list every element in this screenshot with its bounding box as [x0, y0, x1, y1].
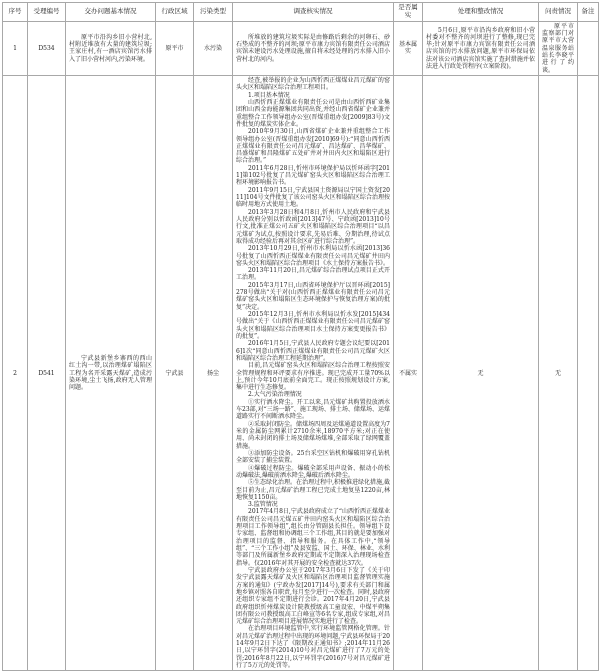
problem-text: 原平市沿沟乡旧小营村北,村附近堆放有大量的建筑垃圾;王家庄村,有一酒店宾馆污水排入了旧小营村河内,污染环境。	[69, 33, 152, 63]
table-row	[3, 21, 599, 75]
accountability-text: 原平市监察部门对原平市大营温泉服务站站长李晓平进行了约谈。	[542, 22, 574, 74]
column-header-region: 行政区域	[156, 3, 194, 22]
inspection-table	[2, 2, 599, 671]
cell-id: D541	[28, 76, 66, 671]
cell-id: D534	[28, 21, 66, 75]
cell-verified: 基本属实	[394, 21, 423, 75]
column-header-handling: 处理和整改情况	[423, 3, 539, 22]
cell-seq: 1	[3, 21, 28, 75]
cell-accountability: 无	[539, 76, 578, 671]
column-header-seq: 序号	[3, 3, 28, 22]
cell-investigation: 经查,被举报的企业为山西忻西正煤煤业昌元煤矿的窑头火区和塌陷区综合治理工程项目。 1.项目基本情况 山西忻西正煤煤业有限责任公司是由山西忻西矿业集团和山西金海能源集团共同出资,并经山西省煤矿企业兼并重组整合工作领导组办公室(晋煤重组办发[2009]83号)文件批复的煤炭实体企业。 2010年9月30日,山西省煤矿企业兼并重组整合工作领导组办公室(晋煤重组办发[2010]69号):“同意山西忻西正煤煤业有限责任公司昌元煤矿、昌达煤矿、昌华煤矿、昌盛煤矿和昌隆煤矿五处矿井对井田内火区和塌陷区进行综合治理。” 2011年6月28日,忻州市环境保护局以忻环函字[2011]第102号批复了昌元煤矿窑头火区和塌陷区综合治理工程环境影响报告书。 2011年9月15日,宁武县国土资源局以宁国土资发[2011]104号文件批复了该公司窑头火区和塌陷区综合治理按临时用地方式使用土地。 2013年3月28日和4月8日,忻州市人民政府和宁武县人民政府分别以忻政函[2013]47号、宁政函[2013]10号行文,批准正煤公司五矿火区和塌陷区综合治理项目“以昌元煤矿为试点,按照设计要求,先易后难、分期治理,待试点取得成功经验后再对其余区矿进行综合治理”。 2013年10月29日,忻州市水利局以忻水函[2013]36号批复了山西忻西正煤煤业有限责任公司昌元煤矿井田内窑头火区和塌陷区综合治理项目《水土保持方案报告书》。 2013年11月20日,昌元煤矿综合治理试点项目正式开工治理。 2015年3月17日,山西省环境保护厅以晋环函[2015]278号做出“关于对(山西忻西正煤煤业有限责任公司昌元煤矿窑头火区和塌陷区生态环境保护与恢复治理方案)的批复”决定。 2015年12月3日,忻州市水利局以忻水发[2015]434号做出“关于《山西忻西正煤煤业有限责任公司昌元煤矿窑头火区和塌陷区综合治理项目水土保持方案变更报告书》的批复”。 2016年1月5日,宁武县人民政府专题会议纪要以[2016]1次“同意山西忻西正煤煤业有限责任公司昌元煤矿火区和塌陷区综合治理工程延期治理”。 目前,昌元煤矿窑头火区和塌陷区综合治理工程按照安全管理规程和环评要求有序推进。现已完成开工量70%以上,预计今年10月底前全面完工。现正按照规划设计方案,集中进行生态修复。 2.大气污染治理情况 ①实行洒水降尘。开工以来,昌元煤矿共购置投放洒水车23部,对“三场一路”、施工现场、排土场、储煤场、运煤道路实行不间断洒水降尘。 ②采取封闭防尘。储煤场四周及运煤通道设置高度为7米的金属防尘网累计2710余米,18970平方米;对正在使用、尚未封闭的排土场及储煤场煤堆,全部采取了绿网覆盖措施。 ③添加防尘设备。25台采空区钻机和爆破用穿孔钻机全部安装了捕尘装置。 ④爆破过程防尘。爆破全部采用声设备、振动小的松动爆破法,爆破前洒水降尘,爆破后洒水降尘。 ⑤生态绿化治理。在治理过程中,积极推进绿化措施,截至目前为止,昌元煤矿治理工程已完成土地复垦1220亩,林地恢复1150亩。 3.监管情况 2017年4月8日,宁武县政府成立了“山西忻西正煤煤业有限责任公司昌元煤五矿井田内窑头火区和塌陷区综合治理项目工作领导组”,组长由分管副县长担任。领导组下设专家组、监督组和协调组三个工作组,其目的就是要加强对治理项目的监督、指导和服务。在具体工作中,“领导组”、“三个工作小组”及县安监、国土、环保、林业、水利等部门及所属新堡乡政府定期或不定期深入治理现场检查指导。仅2016年对其开展的安全检查就达37次。 宁武县政府办公室于2017年3月6日下发了《关于印发宁武县露天煤矿及火区和塌陷区治理项目监督管理实施方案的通知》(宁政办发[2017]14号),要求有关部门和属地乡镇对照各自职责,每月至少进行一次检查。同时,县政府还组织专家组不定期进行会诊。2017年4月20日,宁武县政府组织忻州煤炭设计院教授级高工童设宏、中煤平朔集团有限公司教授级高工白峰宣等6名专家,组成专家组,对昌元煤矿综合治理项目进展情况实地进行了检查。 在治理项目环境监管中,实行环境监管网格化管理。针对昌元煤矿治理过程中出现的环境问题,宁武县环保局于2014年9月2日下达了《限期改正通知书》;2014年11月26日,以宁环罚字(2014)10号对昌元煤矿进行了7万元的处罚;2016年8月22日,以宁环罚字(2016)7号对昌元煤矿进行了5万元的处罚等。	[233, 76, 394, 671]
cell-accountability	[539, 21, 578, 75]
cell-type: 水污染	[194, 21, 233, 75]
cell-seq: 2	[3, 76, 28, 671]
column-header-verified: 是否属实	[394, 3, 423, 22]
cell-type: 扬尘	[194, 76, 233, 671]
cell-remark	[578, 76, 599, 671]
cell-handling: 无	[423, 76, 539, 671]
cell-region: 原平市	[156, 21, 194, 75]
header-row	[3, 3, 599, 22]
column-header-remark: 备注	[578, 3, 599, 22]
cell-handling: 5月6日,原平市沿沟乡政府和旧小营村委对不整齐的河坝进行了整修,现已完毕;针对原平市康力宾馆有限责任公司酒店宾馆的污水排放问题,原平市环保局依法对该公司酒店宾馆实施了查封措施并依法进入行政处罚程序(立案阶段)。	[423, 21, 539, 75]
column-header-type: 污染类型	[194, 3, 233, 22]
problem-text: 宁武县新堡乡寨西的西山红土沟一带,以治理煤矿塌陷区工程为名开采露天煤矿,造成污染环境,尘土飞扬,政府无人管理问题。	[69, 354, 152, 392]
cell-verified: 不属实	[394, 76, 423, 671]
cell-problem	[66, 21, 156, 75]
cell-remark	[578, 21, 599, 75]
cell-investigation: 所堆放的建筑垃圾实际是由修路后剩余的河卵石、砂石垫成的不整齐的河坝;原平市康力宾馆有限责任公司酒店宾馆未建设污水处理设施,擅自将未经处理的污水排入旧小营村北的河内。	[233, 21, 394, 75]
column-header-id: 受理编号	[28, 3, 66, 22]
column-header-investigation: 调查核实情况	[233, 3, 394, 22]
cell-problem	[66, 76, 156, 671]
column-header-problem: 交办问题基本情况	[66, 3, 156, 22]
column-header-accountability: 问责情况	[539, 3, 578, 22]
cell-region: 宁武县	[156, 76, 194, 671]
table-row	[3, 76, 599, 671]
